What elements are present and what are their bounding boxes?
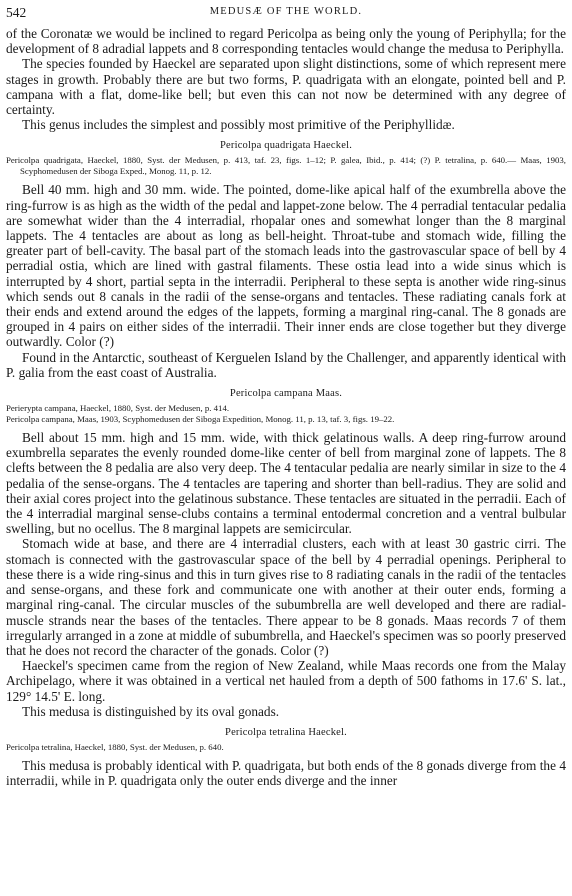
running-title: MEDUSÆ OF THE WORLD.	[209, 6, 363, 17]
species-heading-tetralina: Pericolpa tetralina Haeckel.	[225, 726, 347, 738]
description-campana-stomach: Stomach wide at base, and there are 4 interradial clusters, each with at least 30 gastric cirri. The stomach is connected with the gastrovascular space of the bell by 4 perradial openings. Peripheral to these there is a wide ring-sinus and this in turn gives rise to 8 radiating canals in the radii of the tentacles and sense-organs, and these fork and communicate one with another at their outer ends, forming a marginal ring-canal. The circular muscles of the subumbrella are well developed and there are radial-muscle strands near the bases of the tentacles. There appear to be 8 gonads. Maas records 7 of them irregularly arranged in a zone at middle of subumbrella, and Haeckel's specimen was so poorly preserved that he does not record the character of the gonads. Color (?)	[6, 536, 566, 658]
description-quadrigata: Bell 40 mm. high and 30 mm. wide. The pointed, dome-like apical half of the exumbrella above the ring-furrow is as high as the width of the pedal and lappet-zone below. The 4 perradial tentacular pedalia are somewhat wider than the 4 interradial, rhopalar ones and somewhat longer than the 8 marginal lappets. The 4 tentacles are about as long as bell-height. Throat-tube and stomach wide, filling the greater part of bell-cavity. The basal part of the stomach leads into the gastrovascular space of bell by 4 perradial ostia, which are lined with gastral filaments. These ostia lead into a wide sinus which is interrupted by 4 short, partial septa in the interradii. Peripheral to these septa is another wide ring-sinus which sends out 8 canals in the radii of the sense-organs and tentacles. These radiating canals fork at their ends and extend around the edges of the lappets, forming a marginal ring-canal. The 8 gonads are grouped in 4 pairs on either sides of the interradii. Their inner ends are close together but they diverge outwardly. Color (?)	[6, 182, 566, 350]
intro-paragraph-3: This genus includes the simplest and possibly most primitive of the Periphyllidæ.	[22, 117, 455, 133]
synonymy-tetralina: Pericolpa tetralina, Haeckel, 1880, Syst. der Medusen, p. 640.	[6, 741, 224, 752]
running-header	[6, 4, 566, 26]
distribution-campana: Haeckel's specimen came from the region of New Zealand, while Maas records one from the Malay Archipelago, where it was obtained in a vertical net hauled from a depth of 500 fathoms in 17.6' S. lat., 129° 14.5' E. long.	[6, 658, 566, 704]
page-number: 542	[6, 5, 27, 20]
species-heading-campana: Pericolpa campana Maas.	[229, 388, 343, 400]
synonymy-quadrigata: Pericolpa quadrigata, Haeckel, 1880, Syst. der Medusen, p. 413, taf. 23, figs. 1–12; P. galea, Ibid., p. 414; (?) P. tetralina, p. 640.— Maas, 1903, Scyphomedusen der Siboga Exped., Monog. 11, p. 12.	[6, 155, 566, 177]
intro-paragraph-1: of the Coronatæ we would be inclined to regard Pericolpa as being only the young of Periphylla; for the development of 8 adradial lappets and 8 corresponding tentacles would change the medusa to Periphylla.	[6, 26, 566, 57]
intro-paragraph-2: The species founded by Haeckel are separated upon slight distinctions, some of which represent mere stages in growth. Probably there are but two forms, P. quadrigata with an elongate, pointed bell and P. campana with a flat, dome-like bell; but even this can not now be determined with any degree of certainty.	[6, 56, 566, 118]
description-campana-bell: Bell about 15 mm. high and 15 mm. wide, with thick gelatinous walls. A deep ring-furrow around exumbrella separates the evenly rounded dome-like center of bell from marginal zone of lappets. The 8 clefts between the 8 pedalia are also very deep. The 4 tentacular pedalia are nearly similar in size to the 4 pedalia of the sense-organs. The 4 tentacles are tapering and shorter than bell-radius. They are solid and their axial cores project into the gelatinous substance. These tentacles are situated in the perradii. Each of the 4 interradial marginal sense-clubs contains a terminal entodermal concretion and a ventral bulbular swelling, but no ocellus. The 8 marginal lappets are semicircular.	[6, 430, 566, 537]
species-heading-quadrigata: Pericolpa quadrigata Haeckel.	[219, 140, 353, 152]
description-tetralina: This medusa is probably identical with P. quadrigata, but both ends of the 8 gonads diverge from the 4 interradii, while in P. quadrigata only the outer ends diverge and the inner	[6, 757, 566, 789]
synonymy-campana-2: Pericolpa campana, Maas, 1903, Scyphomedusen der Siboga Expedition, Monog. 11, p. 13, taf. 3, figs. 19–22.	[6, 414, 395, 425]
note-campana: This medusa is distinguished by its oval gonads.	[22, 703, 280, 719]
distribution-quadrigata: Found in the Antarctic, southeast of Kerguelen Island by the Challenger, and apparently identical with P. galia from the east coast of Australia.	[6, 349, 566, 380]
synonymy-campana-1: Perierypta campana, Haeckel, 1880, Syst. der Medusen, p. 414.	[6, 403, 230, 414]
page	[6, 4, 566, 788]
